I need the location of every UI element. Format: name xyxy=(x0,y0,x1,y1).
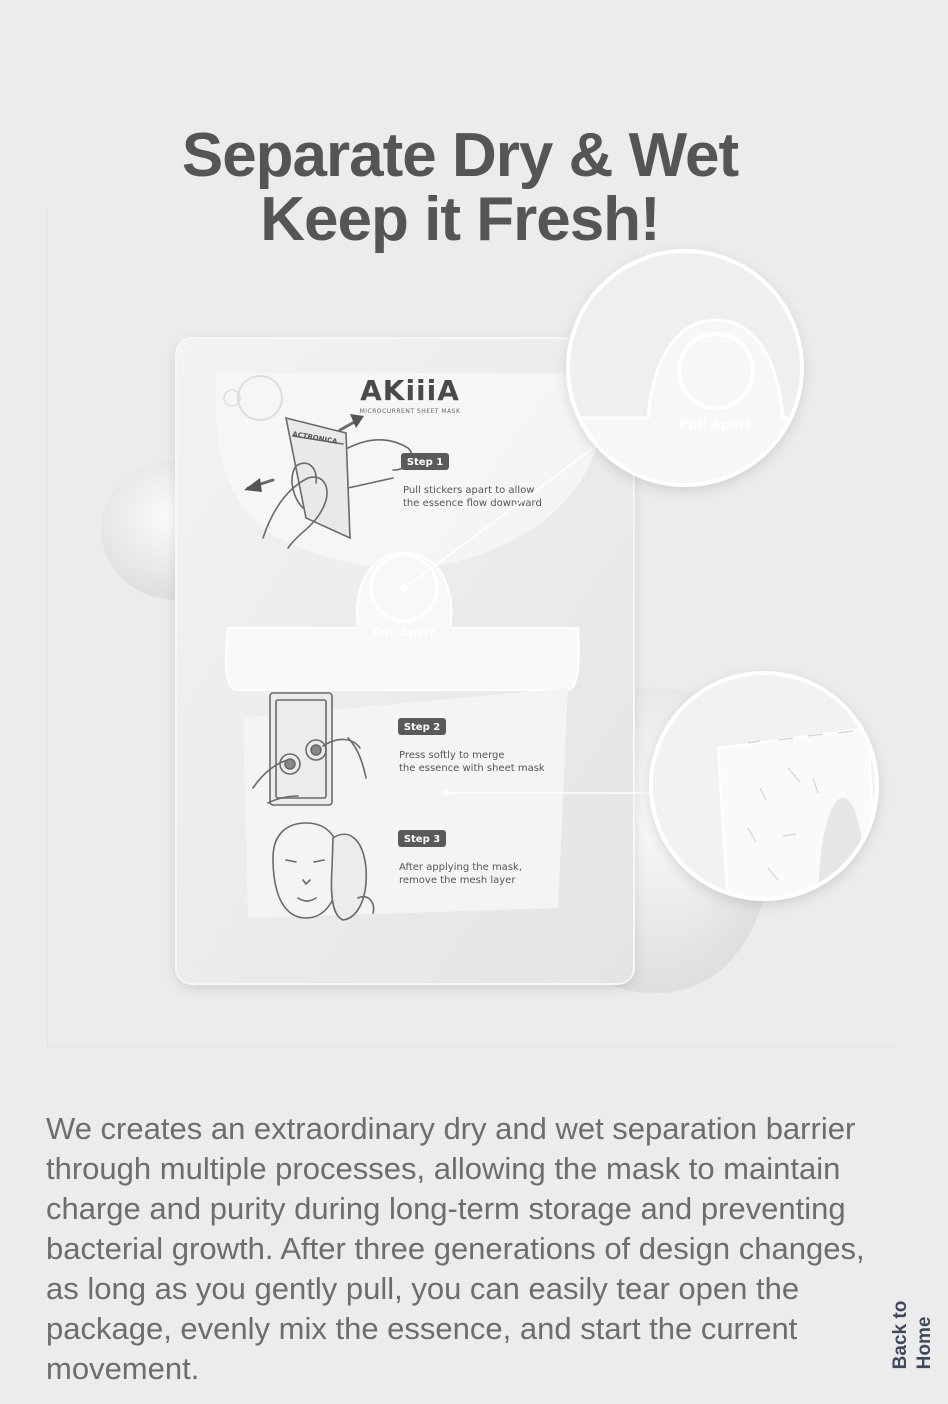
brand-name: AKiiiA xyxy=(360,374,460,407)
back-to-home-link[interactable] xyxy=(888,1294,938,1376)
headline-line-1: Separate Dry & Wet xyxy=(181,120,739,190)
step1-text-line2: the essence flow downward xyxy=(403,498,542,509)
step3-text-line2: remove the mesh layer xyxy=(399,875,516,886)
step3-badge: Step 3 xyxy=(403,834,441,845)
back-to-home-line1: Back to xyxy=(890,1300,911,1370)
brand-logo xyxy=(360,374,461,415)
product-illustration xyxy=(47,208,896,1047)
headline-line-2: Keep it Fresh! xyxy=(260,184,660,254)
zoom-circle-pull-apart xyxy=(568,251,808,488)
step1-badge: Step 1 xyxy=(406,457,444,468)
description-paragraph: We creates an extraordinary dry and wet separation barrier through multiple processes, allowing the mask to maintain charge and purity during long-term storage and preventing bacterial growth. After three generations of design changes, as long as you gently pull, you can easily tear open the package, evenly mix the essence, and start the current movement. xyxy=(46,1111,865,1386)
mask-package xyxy=(176,338,634,984)
step3-text-line1: After applying the mask, xyxy=(399,862,522,873)
step1-text-line1: Pull stickers apart to allow xyxy=(403,485,535,496)
mask-package-diagram xyxy=(48,208,896,1046)
step2-text-line2: the essence with sheet mask xyxy=(399,763,545,774)
pull-apart-label: Pull Apart xyxy=(373,626,435,639)
sachet-label: ACTRONICA xyxy=(291,430,339,446)
step2-badge: Step 2 xyxy=(403,722,441,733)
back-to-home-line2: Home xyxy=(914,1316,935,1370)
step2-text-line1: Press softly to merge xyxy=(399,750,505,761)
back-to-home-label xyxy=(889,1301,937,1370)
zoom-pull-apart-label: Pull Apart xyxy=(678,418,752,433)
brand-subtitle: MICROCURRENT SHEET MASK xyxy=(359,408,461,415)
